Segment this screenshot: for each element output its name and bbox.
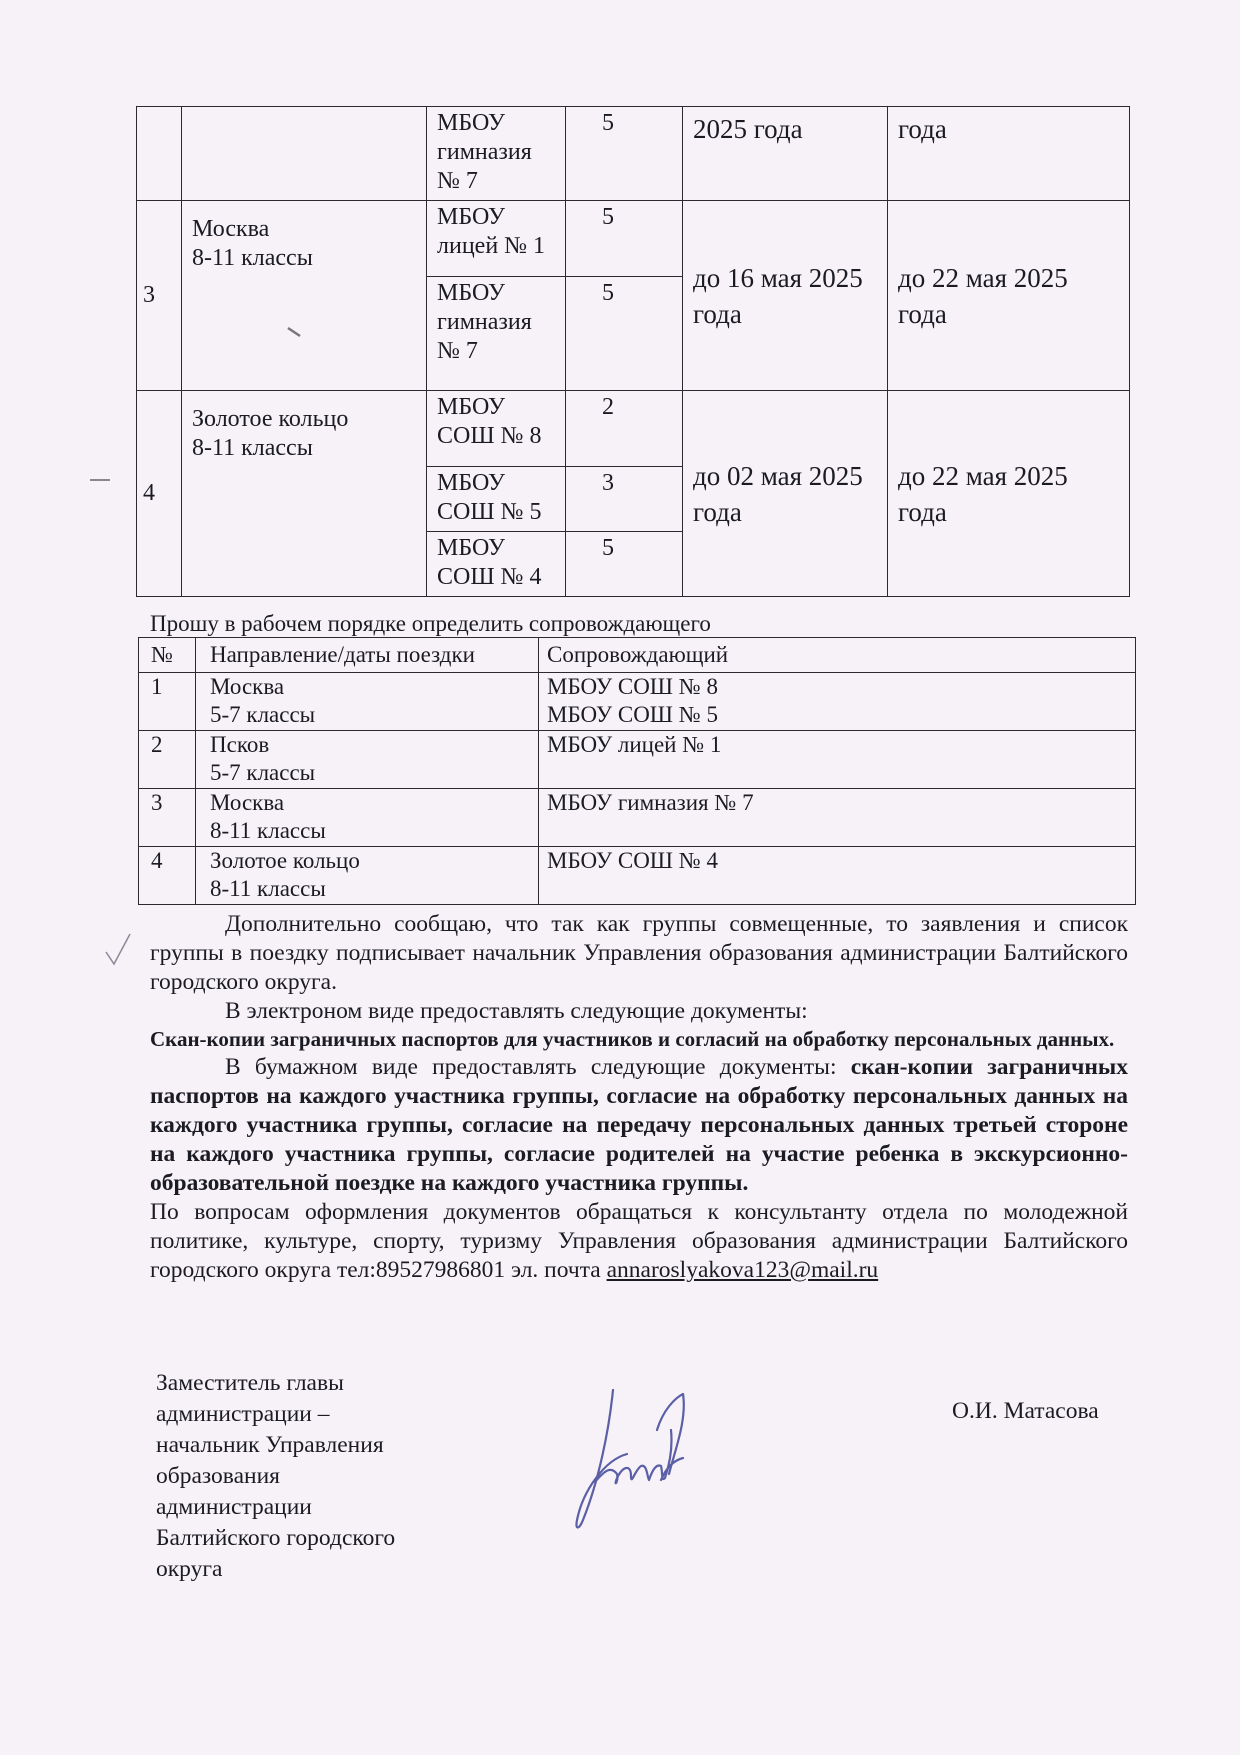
escort-cell: МБОУ СОШ № 4: [539, 847, 1136, 905]
paper-docs-list: скан-копии заграничных паспортов на каждого участника группы, согласие на обработку персональных данных на каждого участника группы, согласие на передачу персональных данных третьей стороне на каждого участника группы, согласие родителей на участие ребенка в экскурсионно-образовательной поездке на каждого участника группы.: [150, 1054, 1128, 1196]
row-number: 4: [139, 847, 196, 905]
table-row: [139, 731, 1136, 789]
direction-cell: [182, 107, 427, 201]
deadline1-cell: до 02 мая 2025 года: [683, 391, 888, 597]
school-cell: МБОУ СОШ № 5: [427, 467, 566, 532]
row-number: 3: [139, 789, 196, 847]
table-row: [139, 673, 1136, 731]
table-row: [137, 391, 1130, 467]
count-cell: 5: [566, 532, 683, 597]
scan-mark: [286, 326, 306, 340]
direction-cell: Псков 5-7 классы: [196, 731, 539, 789]
body-text: [150, 910, 1128, 1285]
position-line: округа: [156, 1556, 223, 1582]
school-cell: МБОУ СОШ № 4: [427, 532, 566, 597]
row-number: [137, 107, 182, 201]
escort-table: [138, 637, 1136, 905]
table-header-row: [139, 638, 1136, 673]
paper-docs-intro: В бумажном виде предоставлять следующие документы:: [225, 1054, 851, 1080]
scan-checkmark: [104, 930, 134, 970]
paragraph-contacts: [150, 1198, 1128, 1285]
deadline2-cell: года: [888, 107, 1130, 201]
direction-cell: Золотое кольцо 8-11 классы: [182, 391, 427, 597]
signatory-position: [156, 1368, 456, 1585]
escort-caption: Прошу в рабочем порядке определить сопровождающего: [150, 611, 711, 636]
escort-cell: МБОУ гимназия № 7: [539, 789, 1136, 847]
column-header-num: №: [139, 638, 196, 673]
count-cell: 5: [566, 107, 683, 201]
paragraph-paper: [150, 1053, 1128, 1198]
contacts-text: По вопросам оформления документов обращаться к консультанту отдела по молодежной политике, культуре, спорту, туризму Управления образования администрации Балтийского городского округа тел:89527986801 эл. почта: [150, 1199, 1128, 1283]
count-cell: 2: [566, 391, 683, 467]
direction-cell: Золотое кольцо 8-11 классы: [196, 847, 539, 905]
escort-cell: МБОУ лицей № 1: [539, 731, 1136, 789]
table-row: [137, 201, 1130, 277]
groups-table: [136, 106, 1130, 597]
count-cell: 5: [566, 277, 683, 391]
count-cell: 3: [566, 467, 683, 532]
school-cell: МБОУ лицей № 1: [427, 201, 566, 277]
deadline1-cell: до 16 мая 2025 года: [683, 201, 888, 391]
escort-cell: МБОУ СОШ № 8 МБОУ СОШ № 5: [539, 673, 1136, 731]
handwritten-signature: [565, 1370, 705, 1540]
direction-cell: Москва 5-7 классы: [196, 673, 539, 731]
direction-cell: Москва 8-11 классы: [182, 201, 427, 391]
deadline1-cell: 2025 года: [683, 107, 888, 201]
school-cell: МБОУ СОШ № 8: [427, 391, 566, 467]
direction-cell: Москва 8-11 классы: [196, 789, 539, 847]
position-line: Заместитель главы: [156, 1370, 344, 1396]
table-row: [137, 107, 1130, 201]
position-line: образования: [156, 1463, 280, 1489]
count-cell: 5: [566, 201, 683, 277]
email-link[interactable]: annaroslyakova123@mail.ru: [606, 1257, 879, 1283]
deadline2-cell: до 22 мая 2025 года: [888, 201, 1130, 391]
column-header-direction: Направление/даты поездки: [196, 638, 539, 673]
paragraph-signing: Дополнительно сообщаю, что так как группы совмещенные, то заявления и список группы в поездку подписывает начальник Управления образования администрации Балтийского городского округа.: [150, 911, 1128, 995]
row-number: 1: [139, 673, 196, 731]
row-number: 4: [137, 391, 182, 597]
position-line: администрации –: [156, 1401, 330, 1427]
scan-mark: [90, 478, 112, 482]
position-line: администрации: [156, 1494, 312, 1520]
signatory-name: О.И. Матасова: [952, 1398, 1099, 1424]
paragraph-electronic-docs: Скан-копии заграничных паспортов для участников и согласий на обработку персональных данных.: [150, 1027, 1115, 1051]
paragraph-electronic: В электроном виде предоставлять следующие документы:: [225, 998, 808, 1024]
table-row: [139, 847, 1136, 905]
school-cell: МБОУ гимназия № 7: [427, 277, 566, 391]
row-number: 2: [139, 731, 196, 789]
table-row: [139, 789, 1136, 847]
column-header-escort: Сопровождающий: [539, 638, 1136, 673]
school-cell: МБОУ гимназия № 7: [427, 107, 566, 201]
row-number: 3: [137, 201, 182, 391]
deadline2-cell: до 22 мая 2025 года: [888, 391, 1130, 597]
position-line: начальник Управления: [156, 1432, 384, 1458]
position-line: Балтийского городского: [156, 1525, 396, 1551]
